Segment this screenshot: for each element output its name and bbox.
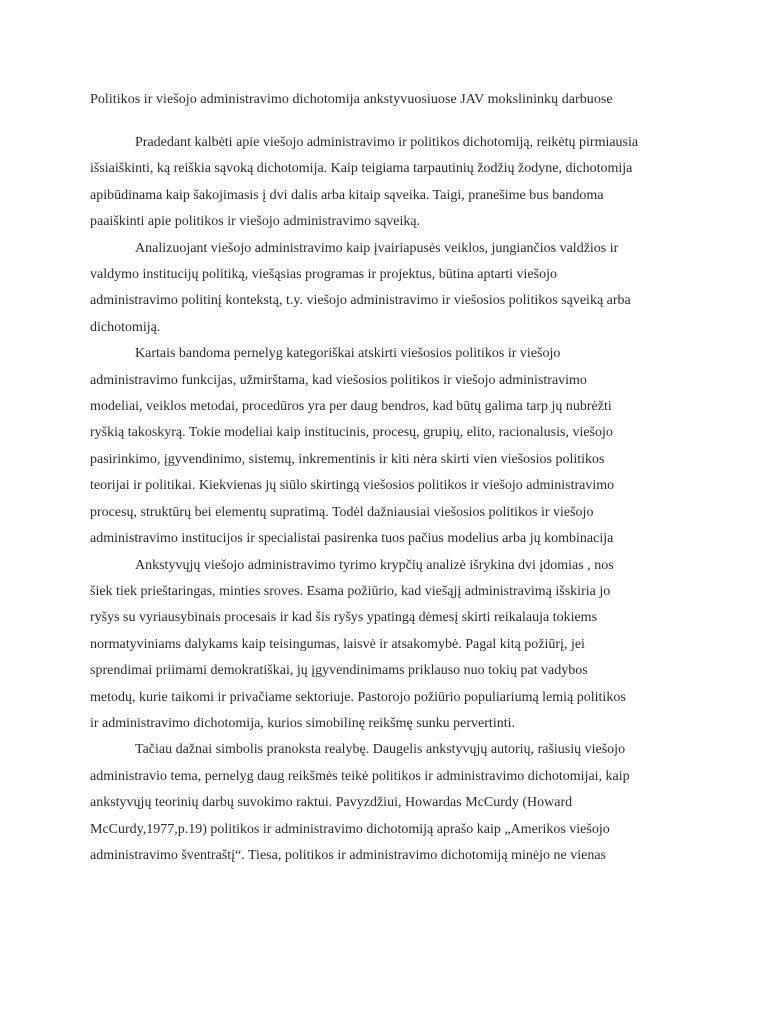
text-line: Ankstyvųjų viešojo administravimo tyrimo krypčių analizė išrykina dvi įdomias , nos xyxy=(135,557,614,573)
text-line: šiek tiek prieštaringas, minties sroves. Esama požiūrio, kad viešąjį administravimą išskiria jo xyxy=(90,583,611,599)
document-title: Politikos ir viešojo administravimo dichotomija ankstyvuosiuose JAV mokslininkų darbuose xyxy=(90,92,613,107)
text-line: išsiaiškinti, ką reiškia sąvoką dichotomija. Kaip teigiama tarpautinių žodžių žodyne, dichotomija xyxy=(90,161,633,177)
text-line: administravimo politinį kontekstą, t.y. viešojo administravimo ir viešosios politikos sąveiką arba xyxy=(90,293,631,309)
text-line: administravio tema, pernelyg daug reikšmės teikė politikos ir administravimo dichotomijai, kaip xyxy=(90,768,630,784)
text-line: ryšys su vyriausybinais procesais ir kad šis ryšys ypatingą dėmesį skirti reikalauja tokiems xyxy=(90,610,598,626)
text-line: modeliai, veiklos metodai, procedūros yra per daug bendros, kad būtų galima tarp jų nubrėžti xyxy=(90,399,612,415)
paragraph-4 xyxy=(90,553,675,738)
text-line: Analizuojant viešojo administravimo kaip įvairiapusės veiklos, jungiančios valdžios ir xyxy=(135,240,619,256)
text-line: metodų, kurie taikomi ir privačiame sektoriuje. Pastorojo požiūrio populiariumą lemią politikos xyxy=(90,689,626,705)
text-line: McCurdy,1977,p.19) politikos ir administravimo dichotomiją aprašo kaip „Amerikos viešojo xyxy=(90,821,610,837)
text-line: ryškią takoskyrą. Tokie modeliai kaip institucinis, procesų, grupių, elito, racionalusis, viešojo xyxy=(90,425,613,441)
text-line: administravimo institucijos ir specialistai pasirenka tuos pačius modelius arba jų kombinacija xyxy=(90,531,614,547)
text-line: paaiškinti apie politikos ir viešojo administravimo sąveiką. xyxy=(90,214,421,230)
text-line: Kartais bandoma pernelyg kategoriškai atskirti viešosios politikos ir viešojo xyxy=(135,346,561,362)
text-line: apibūdinama kaip šakojimasis į dvi dalis arba kitaip sąveika. Taigi, pranešime bus bandoma xyxy=(90,187,604,203)
text-line: ankstyvųjų teorinių darbų suvokimo raktui. Pavyzdžiui, Howardas McCurdy (Howard xyxy=(90,795,573,811)
text-line: Pradedant kalbėti apie viešojo administravimo ir politikos dichotomiją, reikėtų pirmiausia xyxy=(135,135,639,150)
paragraph-3 xyxy=(90,341,675,552)
paragraph-5 xyxy=(90,737,675,869)
document-page xyxy=(90,90,675,869)
text-line: Tačiau dažnai simbolis pranoksta realybę. Daugelis ankstyvųjų autorių, rašiusių viešojo xyxy=(135,742,626,758)
text-line: administravimo funkcijas, užmirštama, kad viešosios politikos ir viešojo administravimo xyxy=(90,372,587,388)
text-line: valdymo institucijų politiką, viešąsias programas ir projektus, būtina aptarti viešojo xyxy=(90,267,557,283)
paragraph-2 xyxy=(90,236,675,342)
text-line: teorijai ir politikai. Kiekvienas jų siūlo skirtingą viešosios politikos ir viešojo administravimo xyxy=(90,478,615,494)
text-line: ir administravimo dichotomija, kurios simobilinę reikšmę sunku pervertinti. xyxy=(90,715,515,731)
text-line: sprendimai priimami demokratiškai, jų įgyvendinimams priklauso nuo tokių pat vadybos xyxy=(90,663,588,679)
text-line: normatyviniams dalykams kaip teisingumas, laisvė ir atsakomybė. Pagal kitą požiūrį, jei xyxy=(90,636,585,652)
text-line: procesų, struktūrų bei elementų supratimą. Todėl dažniausiai viešosios politikos ir viešojo xyxy=(90,504,594,520)
text-line: dichotomiją. xyxy=(90,319,161,335)
text-line: pasirinkimo, įgyvendinimo, sistemų, inkrementinis ir kiti nėra skirti vien viešosios politikos xyxy=(90,451,605,467)
text-line: administravimo šventraštį“. Tiesa, politikos ir administravimo dichotomiją minėjo ne vienas xyxy=(90,847,606,863)
paragraph-1 xyxy=(90,130,675,236)
